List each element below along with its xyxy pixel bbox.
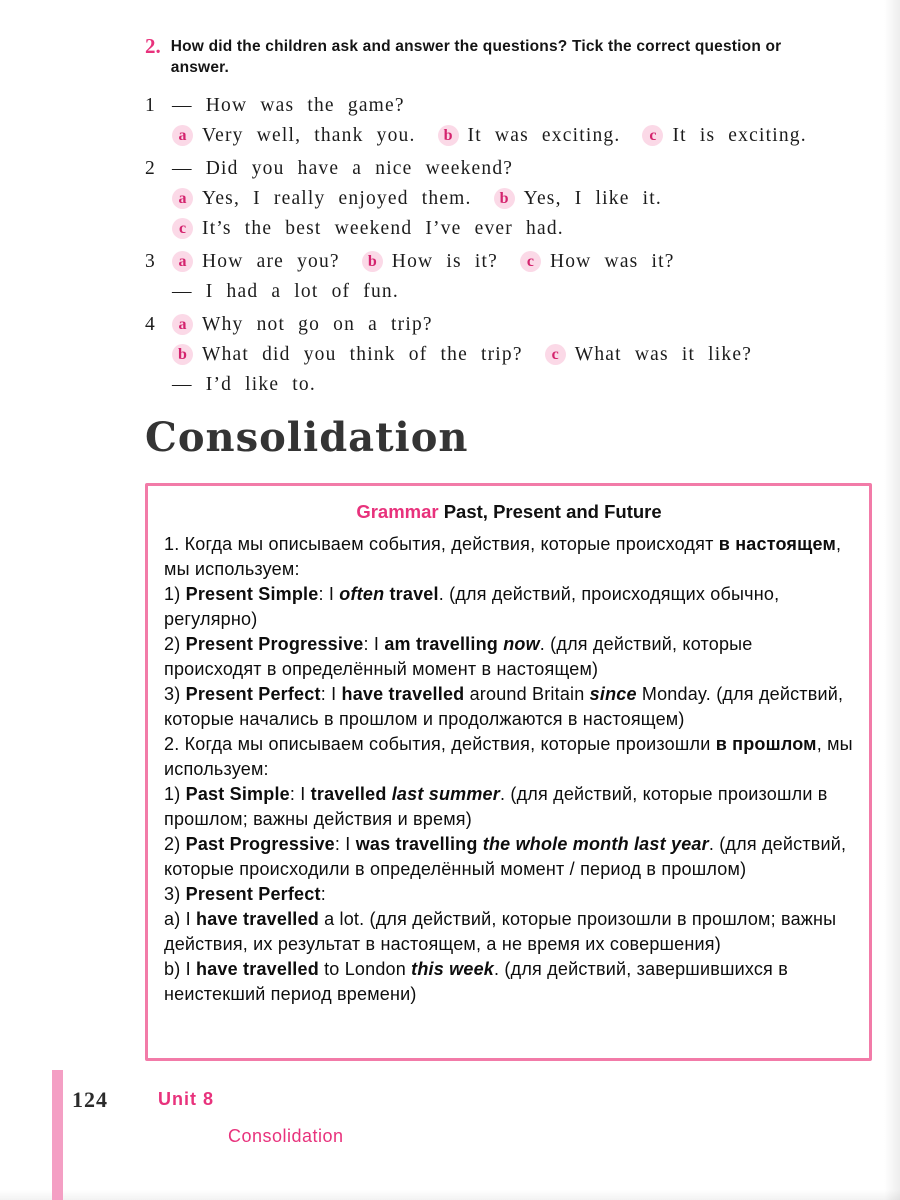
text-segment: в прошлом <box>715 734 817 754</box>
exercise-instruction: How did the children ask and answer the questions? Tick the correct question or answer. <box>170 38 782 76</box>
exercise-items <box>145 91 870 400</box>
text-segment: Past, Present and Future <box>443 501 662 522</box>
grammar-line <box>164 582 854 632</box>
text-segment: в настоящем <box>718 534 837 554</box>
text-segment: 2) <box>164 834 186 854</box>
text-segment: 1) <box>164 784 186 804</box>
option-badge-a[interactable]: a <box>172 125 193 146</box>
grammar-line <box>164 782 854 832</box>
text-segment: Past Simple <box>185 784 290 804</box>
text-segment: 2) <box>164 634 186 654</box>
grammar-lines <box>164 532 854 1007</box>
text-segment: 3) <box>164 884 186 904</box>
text-segment: often <box>339 584 385 604</box>
option-badge-c[interactable]: c <box>642 125 663 146</box>
text-segment: . (для действий, которые произошли в прошлом; важны действия и время) <box>164 784 828 829</box>
grammar-line <box>164 632 854 682</box>
text-segment: a) I <box>164 909 197 929</box>
option-text: Very well, thank you. <box>202 125 416 146</box>
text-segment: . (для действий, завершившихся в неистекший период времени) <box>164 959 788 1004</box>
item-body <box>172 154 870 244</box>
exercise-item <box>145 154 870 244</box>
exercise-number: 2. <box>145 34 161 58</box>
item-body <box>172 247 870 307</box>
text-segment: 3) <box>164 684 186 704</box>
grammar-line <box>164 682 854 732</box>
text-segment: since <box>589 684 637 704</box>
text-segment: , мы используем: <box>164 734 853 779</box>
item-line <box>172 184 870 214</box>
option-text: — How was the game? <box>172 95 405 116</box>
option-text: How is it? <box>391 251 498 272</box>
option-text: What did you think of the trip? <box>202 344 523 365</box>
option-text: How was it? <box>549 251 675 272</box>
text-segment: . (для действий, происходящих обычно, регулярно) <box>164 584 780 629</box>
text-segment: Present Perfect <box>185 684 321 704</box>
text-segment: to London <box>318 959 412 979</box>
text-segment: was travelling <box>355 834 478 854</box>
item-number: 2 <box>145 158 156 179</box>
text-segment: have travelled <box>341 684 465 704</box>
text-segment: : I <box>318 584 340 604</box>
item-number: 4 <box>145 314 156 335</box>
exercise-header <box>145 36 870 78</box>
option-badge-c[interactable]: c <box>172 218 193 239</box>
text-segment: Grammar <box>356 501 444 522</box>
grammar-line <box>164 907 854 957</box>
text-segment: have travelled <box>196 909 319 929</box>
text-segment: . (для действий, которые происходили в определённый момент / период в прошлом) <box>164 834 847 879</box>
item-line <box>172 277 870 307</box>
text-segment: , мы используем: <box>164 534 842 579</box>
option-badge-c[interactable]: c <box>545 344 566 365</box>
text-segment: now <box>503 634 540 654</box>
option-text: Yes, I like it. <box>523 188 662 209</box>
option-badge-b[interactable]: b <box>494 188 515 209</box>
text-segment: : <box>320 884 326 904</box>
text-segment: a lot. (для действий, которые произошли в прошлом; важны действия, их результат в настоящем, а не время их совершения) <box>164 909 837 954</box>
option-text: It is exciting. <box>672 125 807 146</box>
text-segment: Past Progressive <box>185 834 335 854</box>
item-line <box>172 214 870 244</box>
item-line <box>172 310 870 340</box>
option-text: It’s the best weekend I’ve ever had. <box>202 218 564 239</box>
option-text: Yes, I really enjoyed them. <box>202 188 472 209</box>
text-segment: Present Simple <box>185 584 319 604</box>
footer-accent-strip <box>52 1070 63 1200</box>
page-number: 124 <box>72 1087 108 1112</box>
item-line <box>172 154 870 184</box>
text-segment: : I <box>320 684 342 704</box>
item-number: 1 <box>145 95 156 116</box>
item-line <box>172 340 870 370</box>
text-segment: . (для действий, которые происходят в определённый момент в настоящем) <box>164 634 753 679</box>
option-text: — I’d like to. <box>172 374 316 395</box>
option-badge-b[interactable]: b <box>172 344 193 365</box>
item-number: 3 <box>145 251 156 272</box>
section-title: Consolidation <box>145 414 469 461</box>
option-text: Why not go on a trip? <box>202 314 433 335</box>
text-segment: b) I <box>164 959 197 979</box>
option-badge-a[interactable]: a <box>172 188 193 209</box>
exercise-item <box>145 91 870 151</box>
text-segment: 1) <box>164 584 186 604</box>
text-segment: last summer <box>391 784 500 804</box>
option-badge-a[interactable]: a <box>172 251 193 272</box>
exercise-section <box>145 36 870 403</box>
grammar-line <box>164 957 854 1007</box>
text-segment: have travelled <box>196 959 319 979</box>
grammar-line <box>164 532 854 582</box>
option-badge-b[interactable]: b <box>362 251 383 272</box>
text-segment: Monday. (для действий, которые начались в прошлом и продолжаются в настоящем) <box>164 684 844 729</box>
grammar-box-title <box>164 499 854 525</box>
text-segment: this week <box>411 959 495 979</box>
text-segment: the whole month last year <box>482 834 709 854</box>
text-segment: am travelling <box>384 634 498 654</box>
item-body <box>172 310 870 400</box>
text-segment: : I <box>289 784 311 804</box>
text-segment: around Britain <box>464 684 590 704</box>
item-line <box>172 370 870 400</box>
text-segment: Present Progressive <box>185 634 364 654</box>
grammar-line <box>164 832 854 882</box>
exercise-item <box>145 310 870 400</box>
unit-label: Unit 8 <box>158 1089 215 1109</box>
text-segment: travel <box>389 584 439 604</box>
option-text: What was it like? <box>574 344 753 365</box>
text-segment: Present Perfect <box>185 884 321 904</box>
option-text: — I had a lot of fun. <box>172 281 399 302</box>
item-line <box>172 91 870 121</box>
option-badge-b[interactable]: b <box>438 125 459 146</box>
text-segment: travelled <box>310 784 387 804</box>
text-segment: 1. Когда мы описываем события, действия, которые происходят <box>164 534 719 554</box>
item-line <box>172 121 870 151</box>
option-badge-a[interactable]: a <box>172 314 193 335</box>
item-body <box>172 91 870 151</box>
option-text: How are you? <box>202 251 340 272</box>
text-segment: : I <box>363 634 385 654</box>
footer-section-label: Consolidation <box>228 1126 344 1146</box>
option-text: — Did you have a nice weekend? <box>172 158 514 179</box>
item-line <box>172 247 870 277</box>
grammar-box <box>145 483 872 1061</box>
exercise-item <box>145 247 870 307</box>
grammar-line <box>164 882 854 907</box>
option-badge-c[interactable]: c <box>520 251 541 272</box>
text-segment: : I <box>334 834 356 854</box>
grammar-line <box>164 732 854 782</box>
text-segment: 2. Когда мы описываем события, действия, которые произошли <box>164 734 716 754</box>
option-text: It was exciting. <box>467 125 621 146</box>
